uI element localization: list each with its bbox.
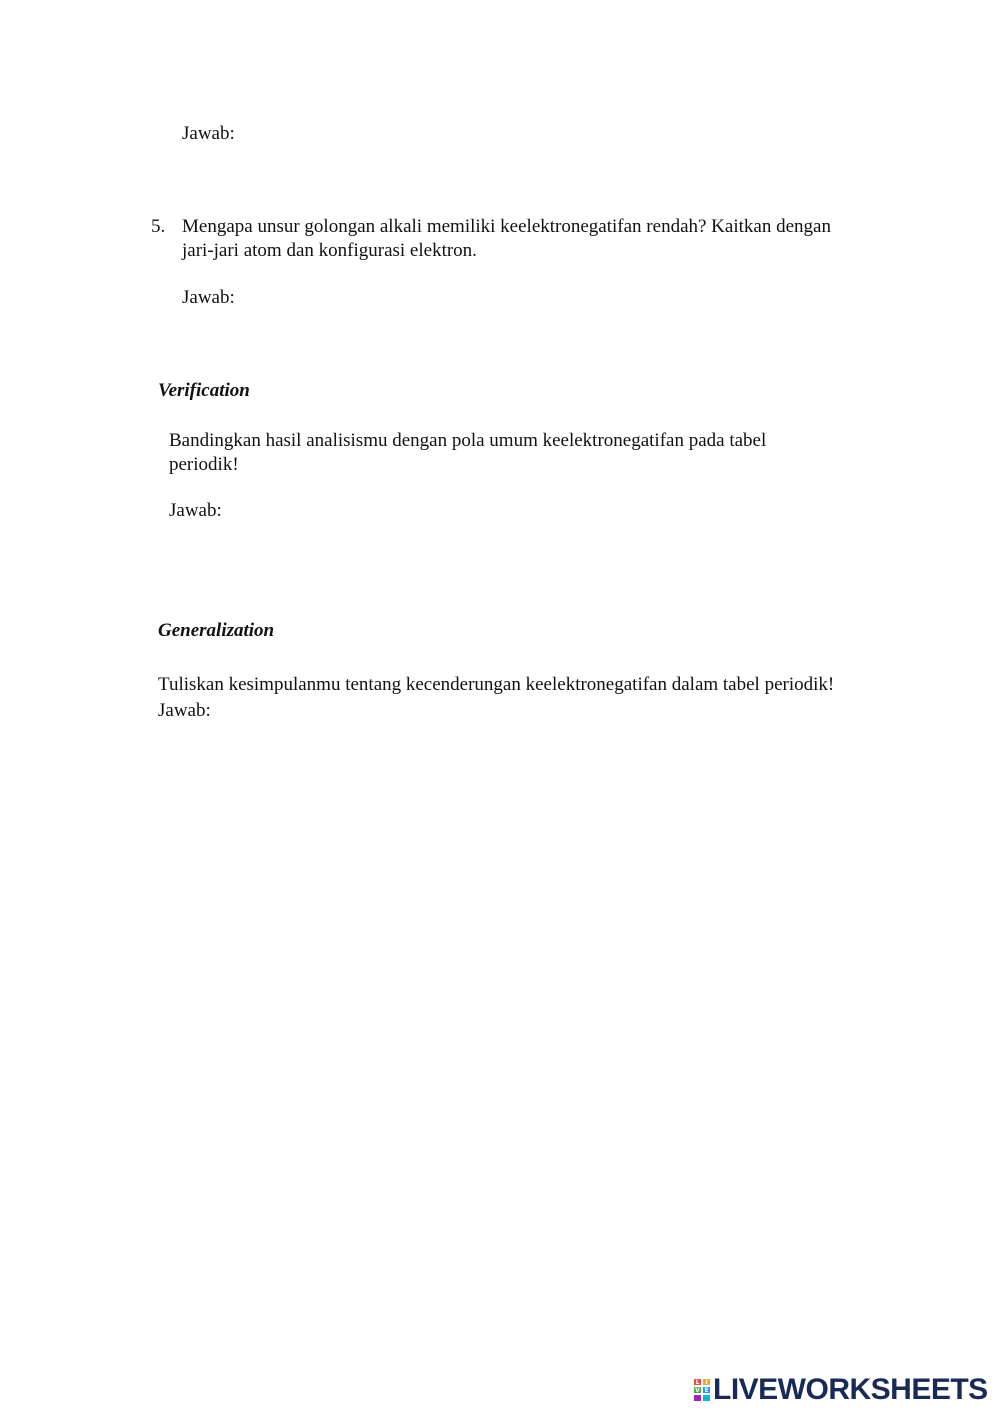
q5-question-line-2: jari-jari atom dan konfigurasi elektron. [182,240,477,261]
logo-tile-2: I [702,1378,711,1386]
q4-answer-label: Jawab: [182,123,235,144]
q5-question-line-1: Mengapa unsur golongan alkali memiliki keelektronegatifan rendah? Kaitkan dengan [182,216,831,237]
liveworksheets-logo [693,1374,988,1406]
logo-tile-1: L [693,1378,702,1386]
liveworksheets-logo-text: LIVEWORKSHEETS [713,1373,988,1406]
verification-instruction-line-1: Bandingkan hasil analisismu dengan pola umum keelektronegatifan pada tabel [169,430,767,451]
logo-tile-6 [702,1394,711,1402]
generalization-heading: Generalization [158,620,275,641]
q5-answer-label: Jawab: [182,287,235,308]
generalization-answer-label: Jawab: [158,700,211,721]
verification-heading: Verification [158,380,250,401]
q5-number: 5. [151,216,166,237]
verification-instruction-line-2: periodik! [169,454,239,475]
liveworksheets-logo-icon [693,1378,711,1402]
logo-tile-4: E [702,1386,711,1394]
verification-answer-label: Jawab: [169,500,222,521]
logo-tile-5 [693,1394,702,1402]
generalization-instruction: Tuliskan kesimpulanmu tentang kecenderungan keelektronegatifan dalam tabel periodik! [158,674,835,695]
logo-tile-3: V [693,1386,702,1394]
